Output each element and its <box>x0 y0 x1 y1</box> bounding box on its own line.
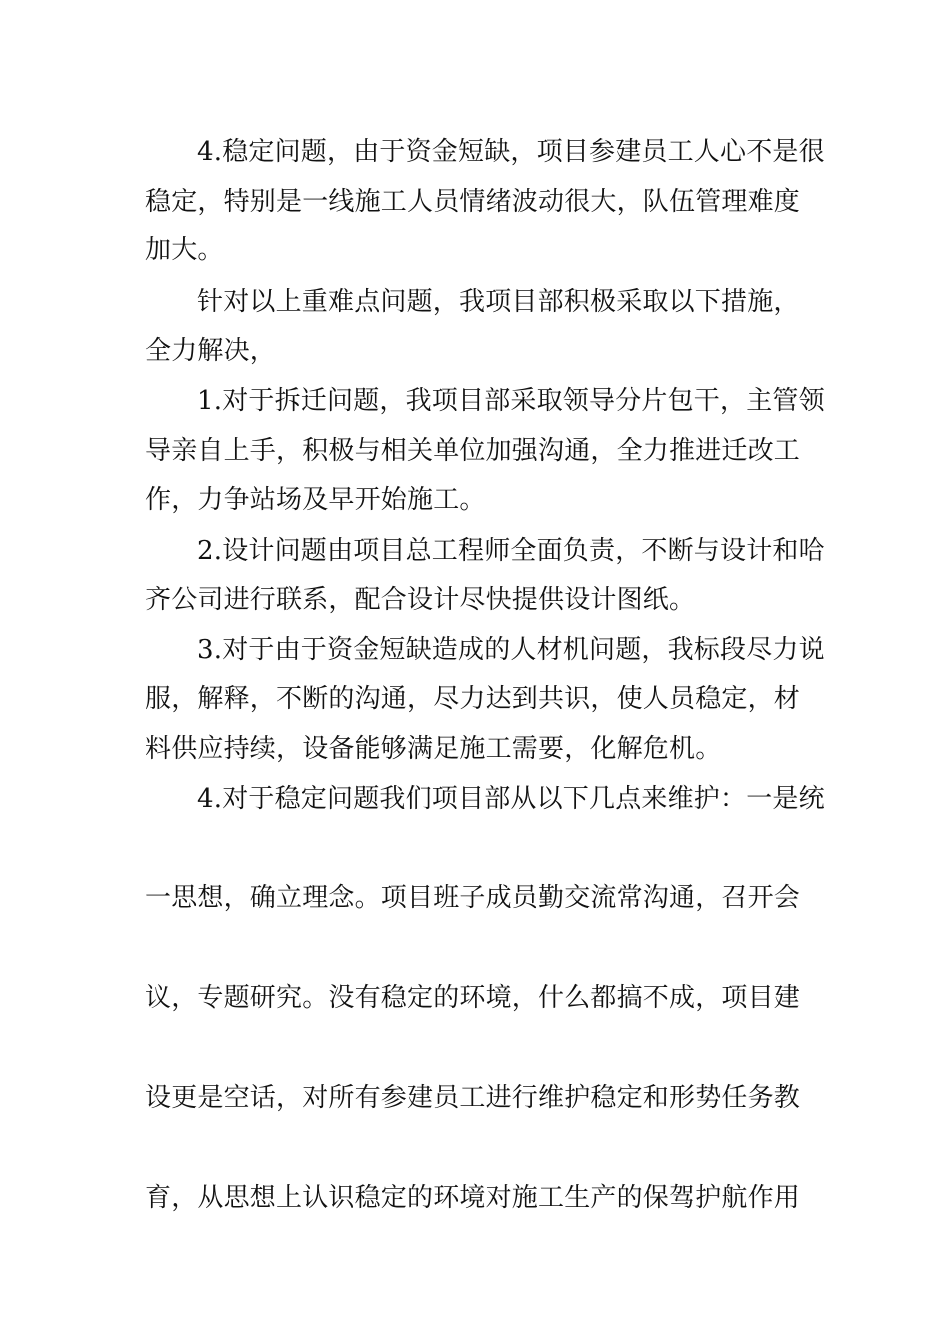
paragraph-line: 2.设计问题由项目总工程师全面负责，不断与设计和哈 <box>197 536 825 566</box>
paragraph-line: 作，力争站场及早开始施工。 <box>145 485 486 515</box>
paragraph-line: 1.对于拆迁问题，我项目部采取领导分片包干，主管领 <box>197 386 825 416</box>
paragraph-line: 导亲自上手，积极与相关单位加强沟通，全力推进迁改工 <box>145 436 801 466</box>
paragraph-line: 齐公司进行联系，配合设计尽快提供设计图纸。 <box>145 585 696 615</box>
paragraph-line: 一思想，确立理念。项目班子成员勤交流常沟通，召开会 <box>145 883 801 913</box>
paragraph-line: 针对以上重难点问题，我项目部积极采取以下措施， <box>197 287 800 317</box>
paragraph-line: 4.稳定问题，由于资金短缺，项目参建员工人心不是很 <box>197 137 825 167</box>
paragraph-line: 服，解释，不断的沟通，尽力达到共识，使人员稳定，材 <box>145 684 801 714</box>
paragraph-line: 3.对于由于资金短缺造成的人材机问题，我标段尽力说 <box>197 635 825 665</box>
paragraph-line: 设更是空话，对所有参建员工进行维护稳定和形势任务教 <box>145 1083 801 1113</box>
paragraph-line: 全力解决， <box>145 336 277 366</box>
paragraph-line: 稳定，特别是一线施工人员情绪波动很大，队伍管理难度 <box>145 187 801 217</box>
paragraph-line: 4.对于稳定问题我们项目部从以下几点来维护：一是统 <box>197 784 825 814</box>
paragraph-line: 议，专题研究。没有稳定的环境，什么都搞不成，项目建 <box>145 983 801 1013</box>
paragraph-line: 育，从思想上认识稳定的环境对施工生产的保驾护航作用 <box>145 1183 801 1213</box>
paragraph-line: 料供应持续，设备能够满足施工需要，化解危机。 <box>145 734 722 764</box>
paragraph-line: 加大。 <box>145 235 224 265</box>
